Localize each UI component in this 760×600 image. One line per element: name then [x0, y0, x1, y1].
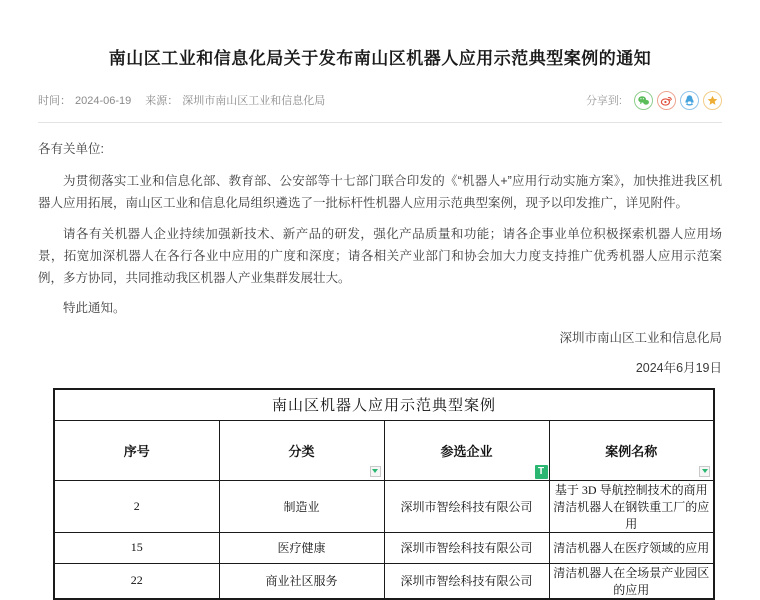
cell-case-name: 基于 3D 导航控制技术的商用清洁机器人在钢铁重工厂的应用 [549, 480, 714, 532]
paragraph-1: 为贯彻落实工业和信息化部、教育部、公安部等十七部门联合印发的《“机器人+”应用行动实施方案》，加快推进我区机器人应用拓展，南山区工业和信息化局组织遴选了一批标杆性机器人应用示范典型案例，现予以印发推广，详见附件。 [38, 174, 722, 210]
time-label: 时间： [38, 95, 71, 107]
share-favorite-button[interactable] [703, 91, 722, 110]
share-wechat-button[interactable] [634, 91, 653, 110]
share-bar [586, 91, 722, 110]
closing-line: 特此通知。 [63, 301, 126, 315]
share-qq-button[interactable] [680, 91, 699, 110]
header-divider [38, 122, 722, 123]
header-case-label: 案例名称 [605, 443, 658, 459]
meta-info [38, 92, 329, 108]
cell-no: 2 [54, 480, 219, 532]
filter-arrow-icon [372, 469, 378, 473]
cases-table [53, 388, 715, 600]
cell-case-name: 清洁机器人在医疗领域的应用 [549, 532, 714, 563]
share-label: 分享到: [585, 95, 622, 107]
header-category-label: 分类 [288, 443, 315, 459]
cell-category: 医疗健康 [219, 532, 384, 563]
meta-row [38, 90, 722, 110]
cell-category: 商业社区服务 [219, 563, 384, 599]
time-value: 2024-06-19 [75, 95, 132, 107]
star-icon [705, 93, 720, 108]
header-no-label: 序号 [123, 443, 150, 459]
cell-company: 深圳市智绘科技有限公司 [384, 532, 549, 563]
category-filter-button[interactable] [370, 466, 381, 477]
cell-company: 深圳市智绘科技有限公司 [384, 563, 549, 599]
cell-category: 制造业 [219, 480, 384, 532]
header-case [549, 420, 714, 480]
paragraph-2: 请各有关机器人企业持续加强新技术、新产品的研发，强化产品质量和功能；请各企事业单位积极探索机器人应用场景，拓宽加深机器人在各行各业中应用的广度和深度；请各相关产业部门和协会加大力度支持推广优秀机器人应用示范案例，多方协同，共同推动我区机器人产业集群发展壮大。 [38, 227, 722, 285]
cell-company: 深圳市智绘科技有限公司 [384, 480, 549, 532]
notice-body [38, 139, 722, 379]
header-category [219, 420, 384, 480]
cell-case-name: 清洁机器人在全场景产业园区的应用 [549, 563, 714, 599]
page-title: 南山区工业和信息化局关于发布南山区机器人应用示范典型案例的通知 [108, 49, 652, 68]
header-company [384, 420, 549, 480]
table-row [54, 480, 714, 532]
weibo-icon [659, 93, 674, 108]
qq-icon [682, 93, 697, 108]
cell-no: 15 [54, 532, 219, 563]
table-title-row [54, 389, 714, 420]
source-value: 深圳市南山区工业和信息化局 [182, 95, 326, 107]
header-no [54, 420, 219, 480]
table-row [54, 532, 714, 563]
case-filter-button[interactable] [699, 466, 710, 477]
company-text-filter-button[interactable]: T [535, 465, 548, 479]
signature-date: 2024年6月19日 [635, 361, 722, 375]
table-header-row [54, 420, 714, 480]
table-row [54, 563, 714, 599]
salutation: 各有关单位: [38, 142, 104, 156]
filter-arrow-icon [702, 469, 708, 473]
header-company-label: 参选企业 [440, 443, 493, 459]
table-title: 南山区机器人应用示范典型案例 [54, 389, 714, 420]
wechat-icon [636, 93, 651, 108]
cell-no: 22 [54, 563, 219, 599]
share-weibo-button[interactable] [657, 91, 676, 110]
source-label: 来源： [145, 95, 179, 107]
signature: 深圳市南山区工业和信息化局 [559, 331, 722, 345]
